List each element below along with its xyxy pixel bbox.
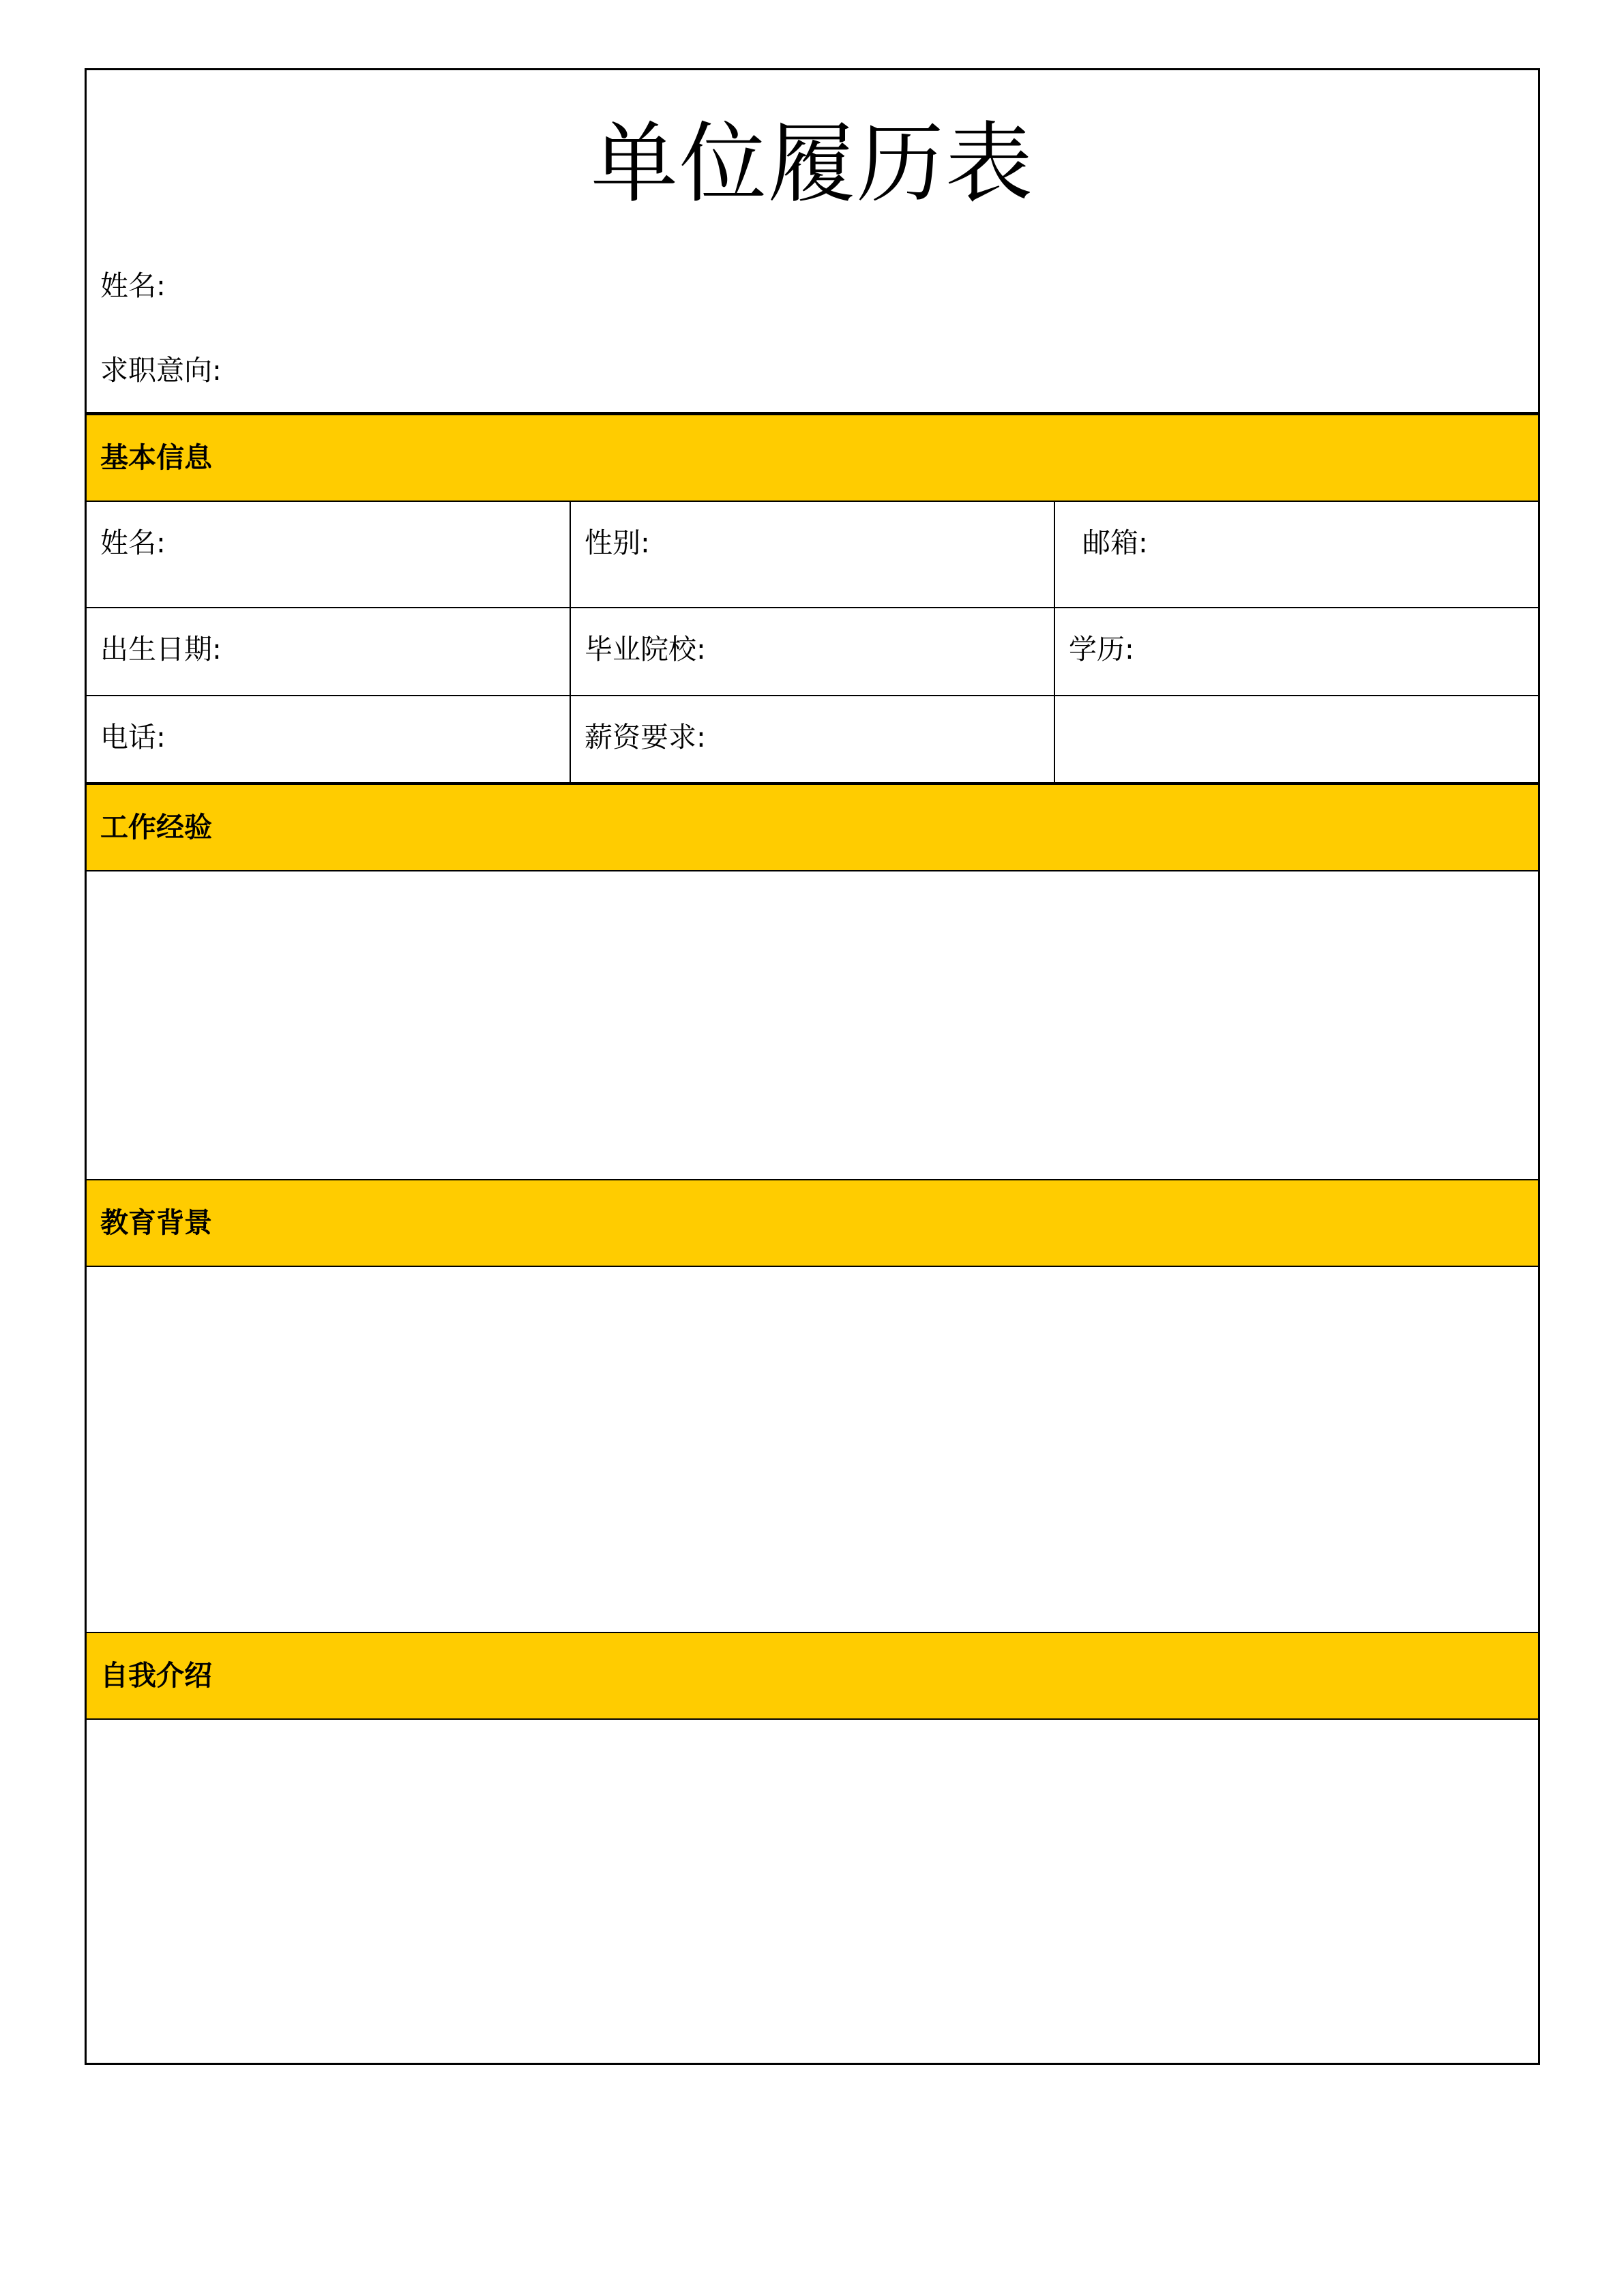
cell-salary[interactable] xyxy=(571,696,1055,782)
header-name-label: 姓名: xyxy=(100,269,166,302)
cell-school[interactable] xyxy=(571,608,1055,695)
form-grid xyxy=(85,414,1540,2065)
section-education-heading: 教育背景 xyxy=(100,1206,212,1239)
cell-birth-date[interactable] xyxy=(87,608,571,695)
cell-gender[interactable] xyxy=(571,502,1055,607)
school-label: 毕业院校: xyxy=(585,633,706,666)
self-intro-area[interactable] xyxy=(87,1720,1538,2063)
degree-label: 学历: xyxy=(1069,633,1134,666)
section-self-intro-heading: 自我介绍 xyxy=(100,1659,212,1692)
resume-form xyxy=(85,68,1540,2065)
header-job-intent-label: 求职意向: xyxy=(100,354,222,387)
basic-info-row-2 xyxy=(87,608,1538,696)
work-experience-area[interactable] xyxy=(87,871,1538,1179)
form-header xyxy=(85,68,1540,414)
birth-date-label: 出生日期: xyxy=(100,633,222,666)
section-work-experience xyxy=(87,784,1538,871)
basic-info-row-3 xyxy=(87,696,1538,784)
cell-name[interactable] xyxy=(87,502,571,607)
section-basic-info-heading: 基本信息 xyxy=(100,441,212,474)
basic-info-row-1 xyxy=(87,502,1538,608)
name-label: 姓名: xyxy=(100,526,166,559)
cell-phone[interactable] xyxy=(87,696,571,782)
phone-label: 电话: xyxy=(100,721,166,754)
salary-label: 薪资要求: xyxy=(585,721,706,754)
education-area[interactable] xyxy=(87,1267,1538,1632)
cell-email[interactable] xyxy=(1055,502,1538,607)
cell-empty[interactable] xyxy=(1055,696,1538,782)
section-self-intro xyxy=(87,1632,1538,1720)
section-basic-info xyxy=(87,414,1538,502)
section-education xyxy=(87,1179,1538,1267)
gender-label: 性别: xyxy=(585,526,650,559)
cell-degree[interactable] xyxy=(1055,608,1538,695)
section-work-experience-heading: 工作经验 xyxy=(100,811,212,844)
email-label: 邮箱: xyxy=(1082,526,1148,559)
form-title: 单位履历表 xyxy=(590,113,1034,215)
